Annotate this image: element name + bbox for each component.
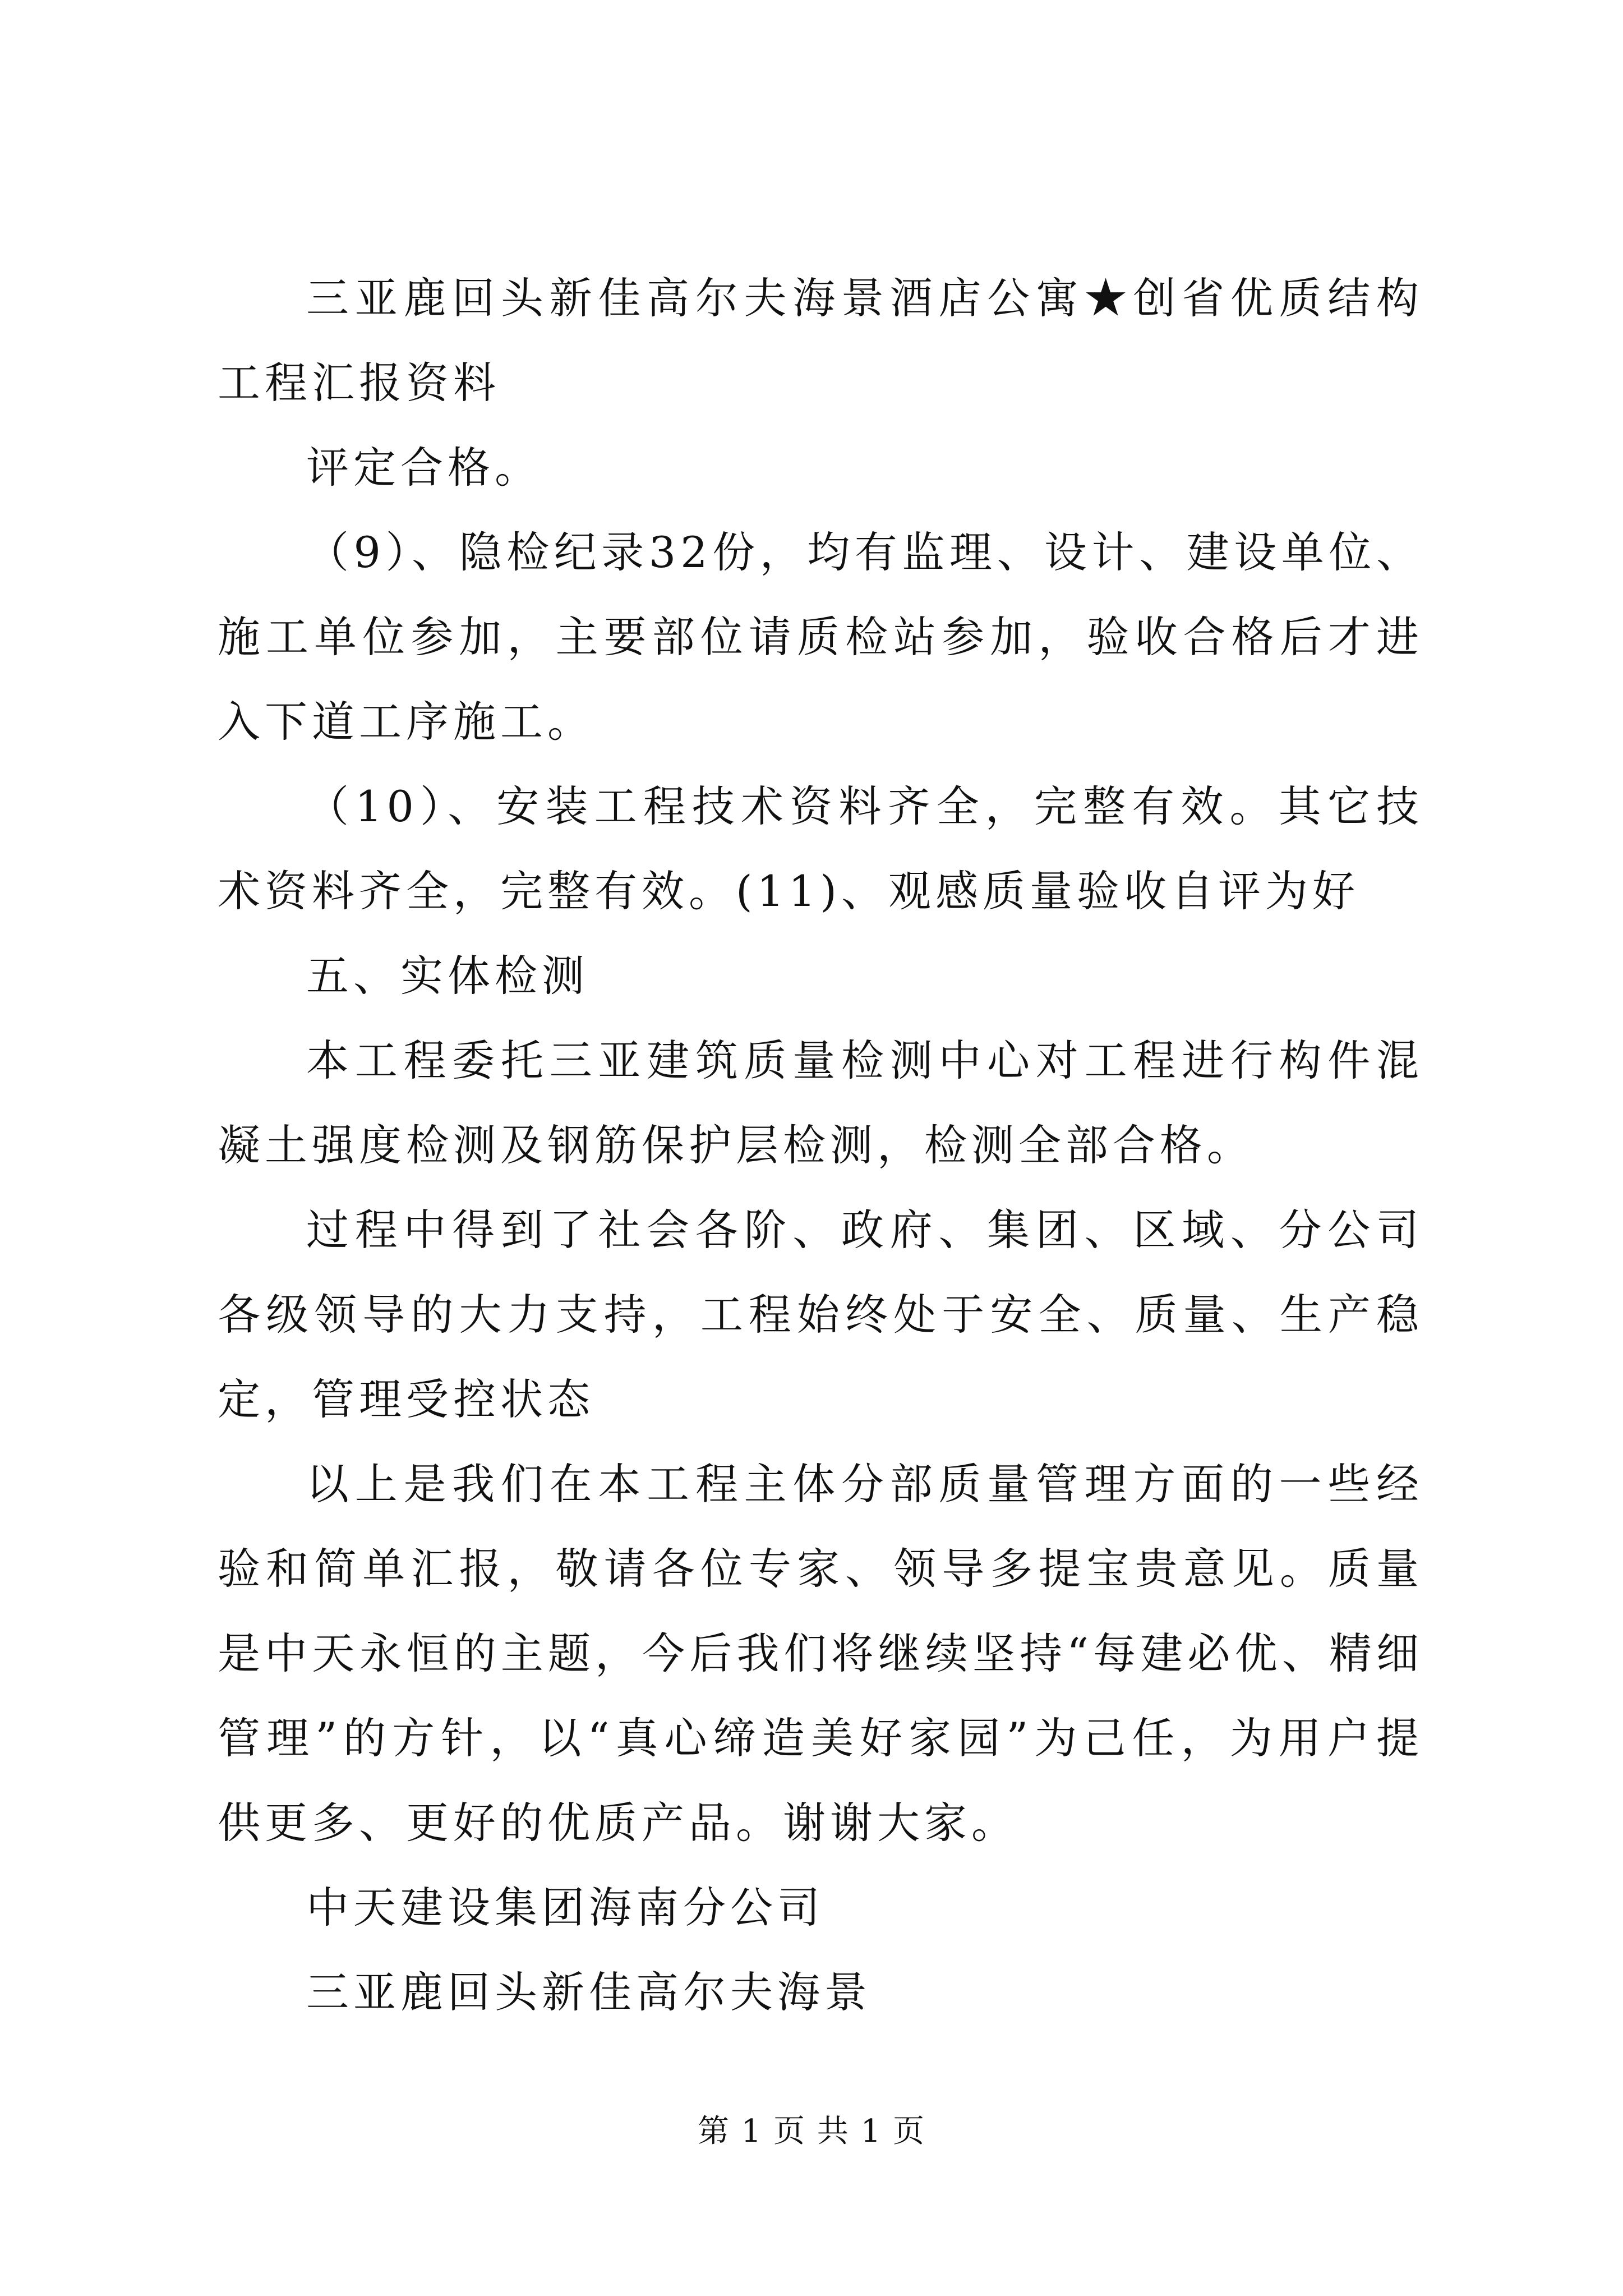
paragraph: （9）、隐检纪录32份，均有监理、设计、建设单位、施工单位参加，主要部位请质检站参加，验收合格后才进入下道工序施工。 [218,527,1423,747]
paragraph: 评定合格。 [306,443,542,493]
paragraph: 以上是我们在本工程主体分部质量管理方面的一些经验和简单汇报，敬请各位专家、领导多提宝贵意见。质量是中天永恒的主题，今后我们将继续坚持“每建必优、精细管理”的方针，以“真心缔造美好家园”为己任，为用户提供更多、更好的优质产品。谢谢大家。 [218,1459,1423,1848]
document-title: 三亚鹿回头新佳高尔夫海景酒店公寓★创省优质结构工程汇报资料 [218,273,1423,408]
paragraph: 过程中得到了社会各阶、政府、集团、区域、分公司各级领导的大力支持，工程始终处于安全、质量、生产稳定，管理受控状态 [218,1205,1423,1424]
paragraph: （10）、安装工程技术资料齐全，完整有效。其它技术资料齐全，完整有效。(11)、观感质量验收自评为好 [218,781,1423,916]
section-heading: 五、实体检测 [306,951,589,1001]
paragraph: 本工程委托三亚建筑质量检测中心对工程进行构件混凝土强度检测及钢筋保护层检测，检测全部合格。 [218,1036,1423,1170]
signature-company: 中天建设集团海南分公司 [306,1883,824,1932]
document-body [218,256,1423,2035]
signature-project: 三亚鹿回头新佳高尔夫海景 [306,1967,872,2017]
page-footer: 第 1 页 共 1 页 [697,2113,926,2150]
